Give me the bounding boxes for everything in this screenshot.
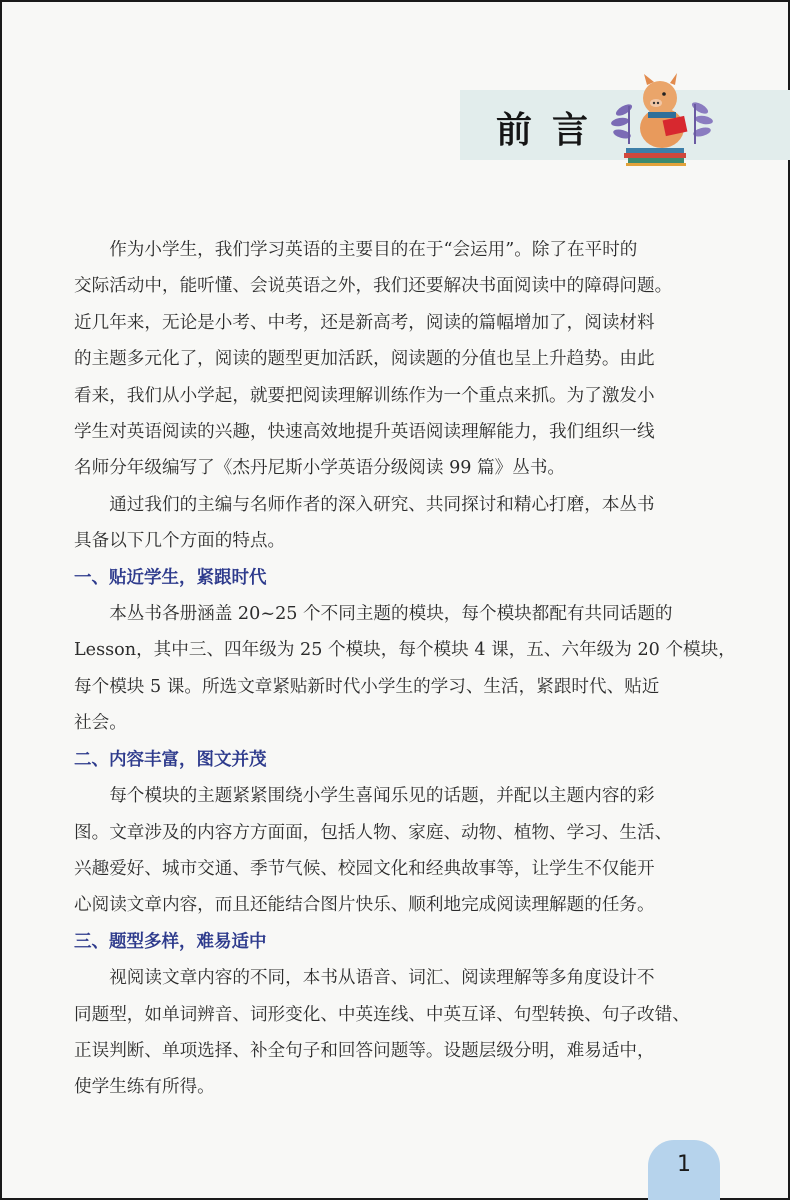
section-heading-3: 三、题型多样，难易适中 bbox=[74, 931, 267, 952]
text-line: 正误判断、单项选择、补全句子和回答问题等。设题层级分明，难易适中， bbox=[74, 1040, 655, 1061]
text-line: 心阅读文章内容，而且还能结合图片快乐、顺利地完成阅读理解题的任务。 bbox=[74, 895, 655, 916]
text-line: 看来，我们从小学起，就要把阅读理解训练作为一个重点来抓。为了激发小 bbox=[74, 385, 655, 406]
intro-paragraph-2 bbox=[74, 487, 720, 560]
text-line: Lesson，其中三、四年级为 25 个模块，每个模块 4 课，五、六年级为 20 个模块， bbox=[74, 640, 736, 661]
preface-body bbox=[74, 232, 736, 1106]
text-line: 视阅读文章内容的不同，本书从语音、词汇、阅读理解等多角度设计不 bbox=[109, 968, 655, 989]
pig-reading-illustration bbox=[604, 70, 720, 166]
page-number: 1 bbox=[677, 1152, 691, 1177]
text-line: 学生对英语阅读的兴趣，快速高效地提升英语阅读理解能力，我们组织一线 bbox=[74, 422, 655, 443]
text-line: 社会。 bbox=[74, 713, 127, 734]
page-title: 前言 bbox=[496, 110, 609, 151]
section-heading-1: 一、贴近学生，紧跟时代 bbox=[74, 567, 267, 588]
text-line: 使学生练有所得。 bbox=[74, 1077, 215, 1098]
text-line: 的主题多元化了，阅读的题型更加活跃，阅读题的分值也呈上升趋势。由此 bbox=[74, 349, 655, 370]
intro-paragraph-1 bbox=[74, 232, 720, 487]
leaf-branch-left-icon bbox=[610, 102, 633, 144]
section-1-body bbox=[74, 596, 736, 742]
text-line: 作为小学生，我们学习英语的主要目的在于“会运用”。除了在平时的 bbox=[109, 240, 638, 260]
text-line: 具备以下几个方面的特点。 bbox=[74, 531, 286, 552]
text-line: 交际活动中，能听懂、会说英语之外，我们还要解决书面阅读中的障碍问题。 bbox=[74, 276, 673, 297]
leaf-branch-right-icon bbox=[690, 100, 713, 144]
text-line: 本丛书各册涵盖 20~25 个不同主题的模块，每个模块都配有共同话题的 bbox=[109, 604, 673, 625]
text-line: 兴趣爱好、城市交通、季节气候、校园文化和经典故事等，让学生不仅能开 bbox=[74, 858, 655, 879]
text-line: 每个模块的主题紧紧围绕小学生喜闻乐见的话题，并配以主题内容的彩 bbox=[109, 786, 655, 807]
text-line: 图。文章涉及的内容方方面面，包括人物、家庭、动物、植物、学习、生活、 bbox=[74, 822, 673, 843]
text-line: 每个模块 5 课。所选文章紧贴新时代小学生的学习、生活，紧跟时代、贴近 bbox=[74, 676, 660, 697]
section-2-body bbox=[74, 778, 720, 924]
text-line: 通过我们的主编与名师作者的深入研究、共同探讨和精心打磨，本丛书 bbox=[109, 494, 655, 515]
text-line: 同题型，如单词辨音、词形变化、中英连线、中英互译、句型转换、句子改错、 bbox=[74, 1004, 690, 1025]
text-line: 近几年来，无论是小考、中考，还是新高考，阅读的篇幅增加了，阅读材料 bbox=[74, 312, 655, 333]
text-line: 名师分年级编写了《杰丹尼斯小学英语分级阅读 99 篇》丛书。 bbox=[74, 458, 566, 479]
section-3-body bbox=[74, 960, 720, 1106]
section-heading-2: 二、内容丰富，图文并茂 bbox=[74, 749, 267, 770]
